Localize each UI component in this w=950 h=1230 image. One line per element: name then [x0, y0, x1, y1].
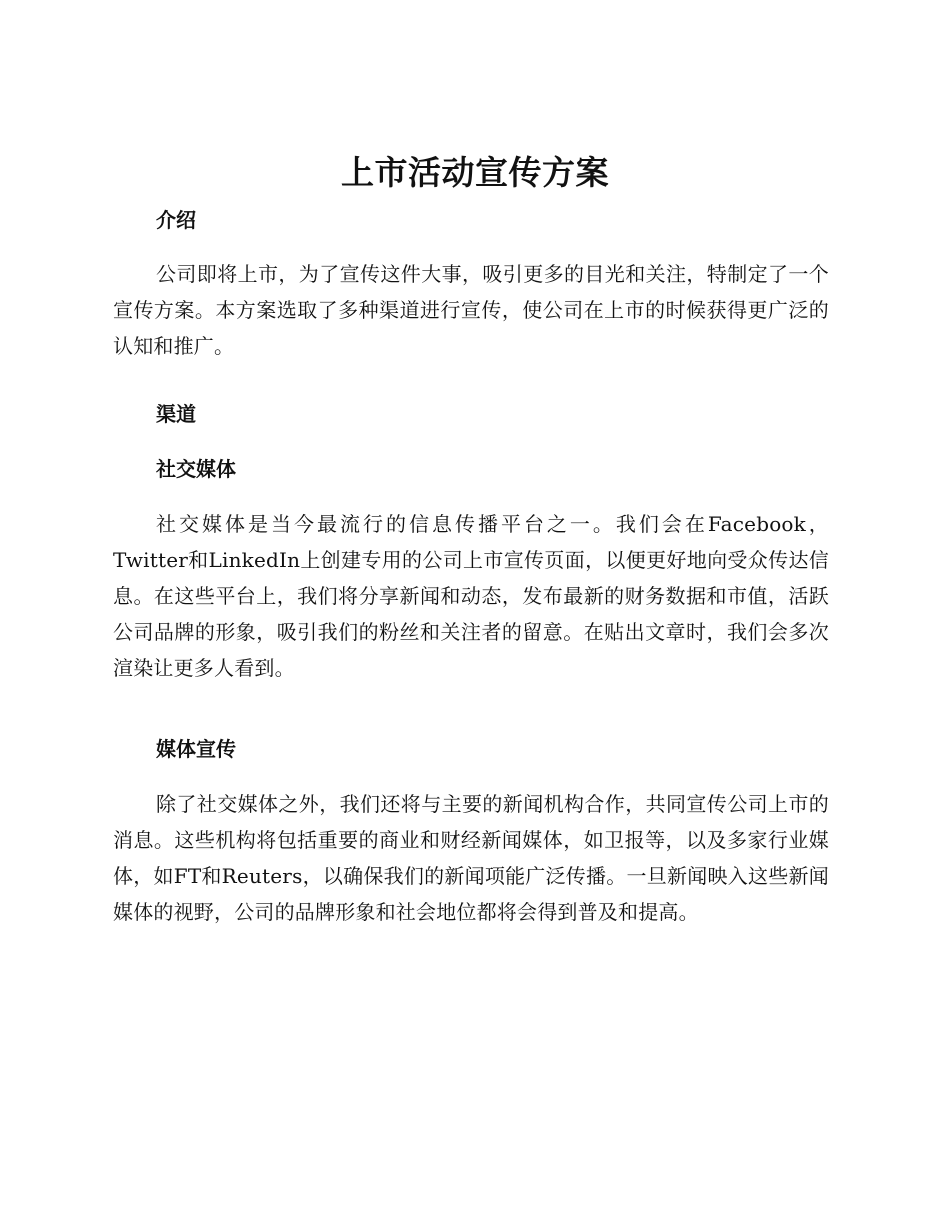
section-heading-intro: 介绍 — [156, 208, 196, 232]
social-media-paragraph: 社交媒体是当今最流行的信息传播平台之一。我们会在Facebook，Twitter和LinkedIn上创建专用的公司上市宣传页面，以便更好地向受众传达信息。在这些平台上，我们将分享新闻和动态，发布最新的财务数据和市值，活跃公司品牌的形象，吸引我们的粉丝和关注者的留意。在贴出文章时，我们会多次渲染让更多人看到。 — [113, 512, 829, 680]
media-publicity-paragraph: 除了社交媒体之外，我们还将与主要的新闻机构合作，共同宣传公司上市的消息。这些机构将包括重要的商业和财经新闻媒体，如卫报等，以及多家行业媒体，如FT和Reuters，以确保我们的新闻项能广泛传播。一旦新闻映入这些新闻媒体的视野，公司的品牌形象和社会地位都将会得到普及和提高。 — [113, 792, 829, 924]
section-heading-media-publicity: 媒体宣传 — [156, 737, 236, 761]
document-title: 上市活动宣传方案 — [341, 153, 609, 192]
section-heading-social-media: 社交媒体 — [156, 457, 236, 481]
intro-paragraph: 公司即将上市，为了宣传这件大事，吸引更多的目光和关注，特制定了一个宣传方案。本方案选取了多种渠道进行宣传，使公司在上市的时候获得更广泛的认知和推广。 — [113, 262, 829, 358]
section-heading-channels: 渠道 — [156, 402, 196, 426]
